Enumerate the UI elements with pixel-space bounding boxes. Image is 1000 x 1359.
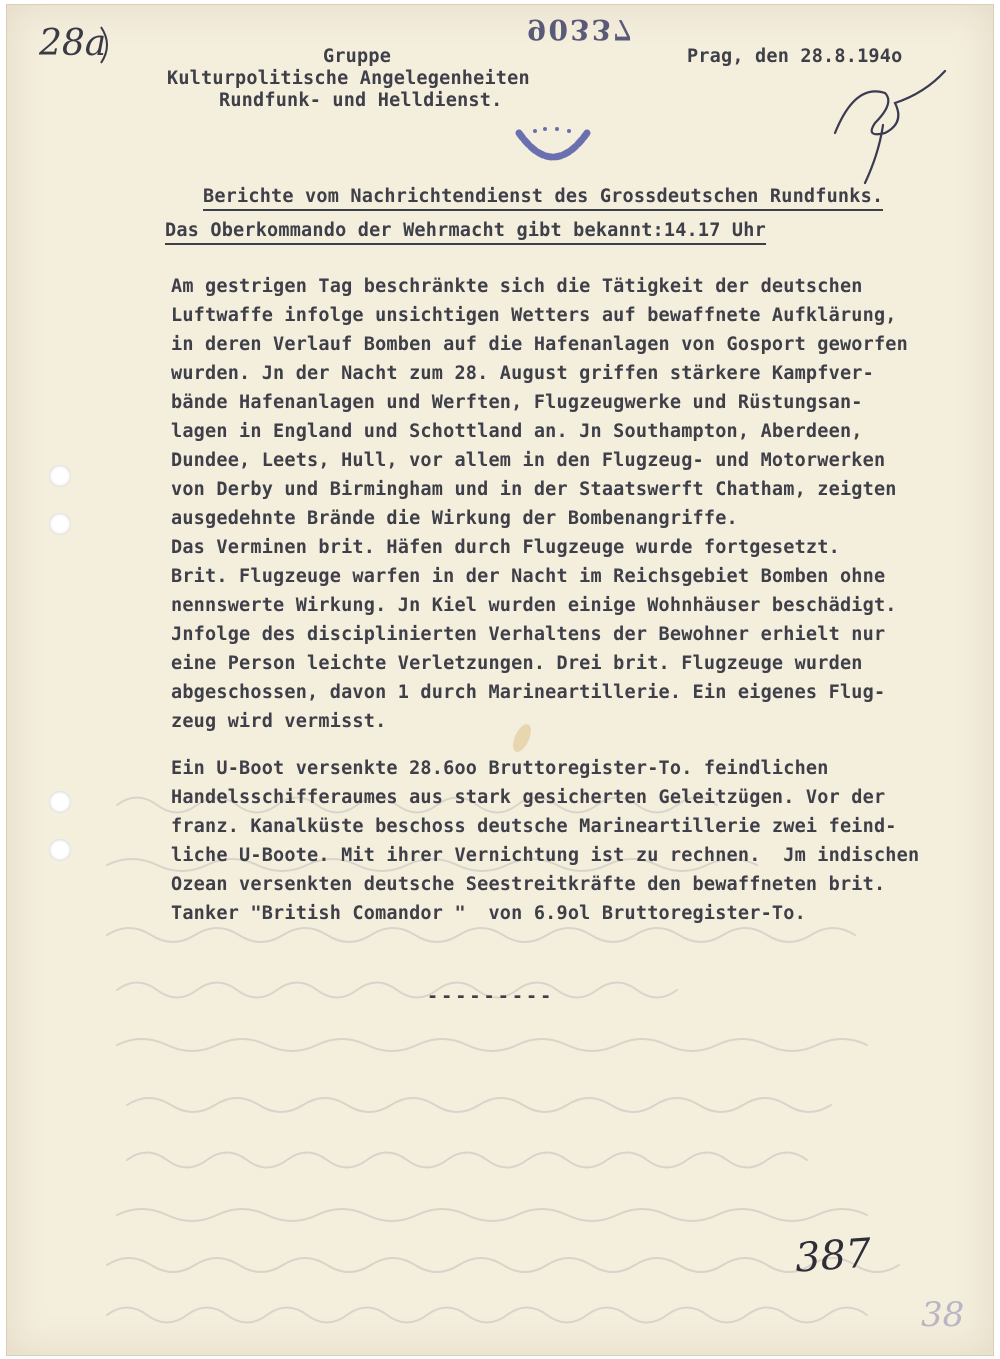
body-line: Brit. Flugzeuge warfen in der Nacht im Reichsgebiet Bomben ohne	[171, 566, 886, 587]
handwritten-initial	[825, 63, 955, 193]
body-line: in deren Verlauf Bomben auf die Hafenanlagen von Gosport geworfen	[171, 334, 908, 355]
faint-page-number: 38	[921, 1295, 965, 1335]
body-line: bände Hafenanlagen und Werften, Flugzeugwerke und Rüstungsan-	[171, 392, 863, 413]
body-line: liche U-Boote. Mit ihrer Vernichtung ist zu rechnen. Jm indischen	[171, 845, 920, 866]
body-line: abgeschossen, davon 1 durch Marineartillerie. Ein eigenes Flug-	[171, 682, 886, 703]
sender-line-3: Rundfunk- und Helldienst.	[219, 90, 503, 111]
body-line: Jnfolge des disciplinierten Verhaltens der Bewohner erhielt nur	[171, 624, 886, 645]
body-line: nennswerte Wirkung. Jn Kiel wurden einige Wohnhäuser beschädigt.	[171, 595, 897, 616]
body-line: Ein U-Boot versenkte 28.6oo Bruttoregister-To. feindlichen	[171, 758, 829, 779]
folio-bracket-mark	[97, 25, 117, 65]
archive-number: 90337	[527, 13, 635, 46]
report-subtitle: Das Oberkommando der Wehrmacht gibt bekannt:14.17 Uhr	[165, 219, 766, 245]
body-line: wurden. Jn der Nacht zum 28. August griffen stärkere Kampfver-	[171, 363, 874, 384]
body-line: zeug wird vermisst.	[171, 711, 387, 732]
body-line: franz. Kanalküste beschoss deutsche Marineartillerie zwei feind-	[171, 816, 897, 837]
round-stamp	[515, 127, 591, 167]
handwritten-page-number: 387	[793, 1230, 873, 1282]
body-line: ausgedehnte Brände die Wirkung der Bombenangriffe.	[171, 508, 738, 529]
body-line: Luftwaffe infolge unsichtigen Wetters auf bewaffnete Aufklärung,	[171, 305, 897, 326]
punch-hole	[49, 791, 71, 813]
closing-rule: ---------	[427, 986, 555, 1007]
document-page	[6, 4, 994, 1356]
sender-line-1: Gruppe	[323, 46, 392, 67]
place-date: Prag, den 28.8.194o	[687, 46, 903, 67]
body-line: Dundee, Leets, Hull, vor allem in den Flugzeug- und Motorwerken	[171, 450, 886, 471]
report-title: Berichte vom Nachrichtendienst des Grossdeutschen Rundfunks.	[203, 185, 883, 211]
punch-hole	[49, 465, 71, 487]
body-line: von Derby und Birmingham und in der Staatswerft Chatham, zeigten	[171, 479, 897, 500]
body-line: eine Person leichte Verletzungen. Drei brit. Flugzeuge wurden	[171, 653, 863, 674]
punch-hole	[49, 839, 71, 861]
body-line: Am gestrigen Tag beschränkte sich die Tätigkeit der deutschen	[171, 276, 863, 297]
body-line: Das Verminen brit. Häfen durch Flugzeuge wurde fortgesetzt.	[171, 537, 840, 558]
handwritten-folio-number: 28a	[39, 23, 107, 64]
body-line: lagen in England und Schottland an. Jn Southampton, Aberdeen,	[171, 421, 863, 442]
body-line: Ozean versenkten deutsche Seestreitkräfte den bewaffneten brit.	[171, 874, 886, 895]
sender-line-2: Kulturpolitische Angelegenheiten	[167, 68, 530, 89]
punch-hole	[49, 513, 71, 535]
body-line: Handelsschifferaumes aus stark gesicherten Geleitzügen. Vor der	[171, 787, 886, 808]
body-line: Tanker "British Comandor " von 6.9ol Bruttoregister-To.	[171, 903, 806, 924]
